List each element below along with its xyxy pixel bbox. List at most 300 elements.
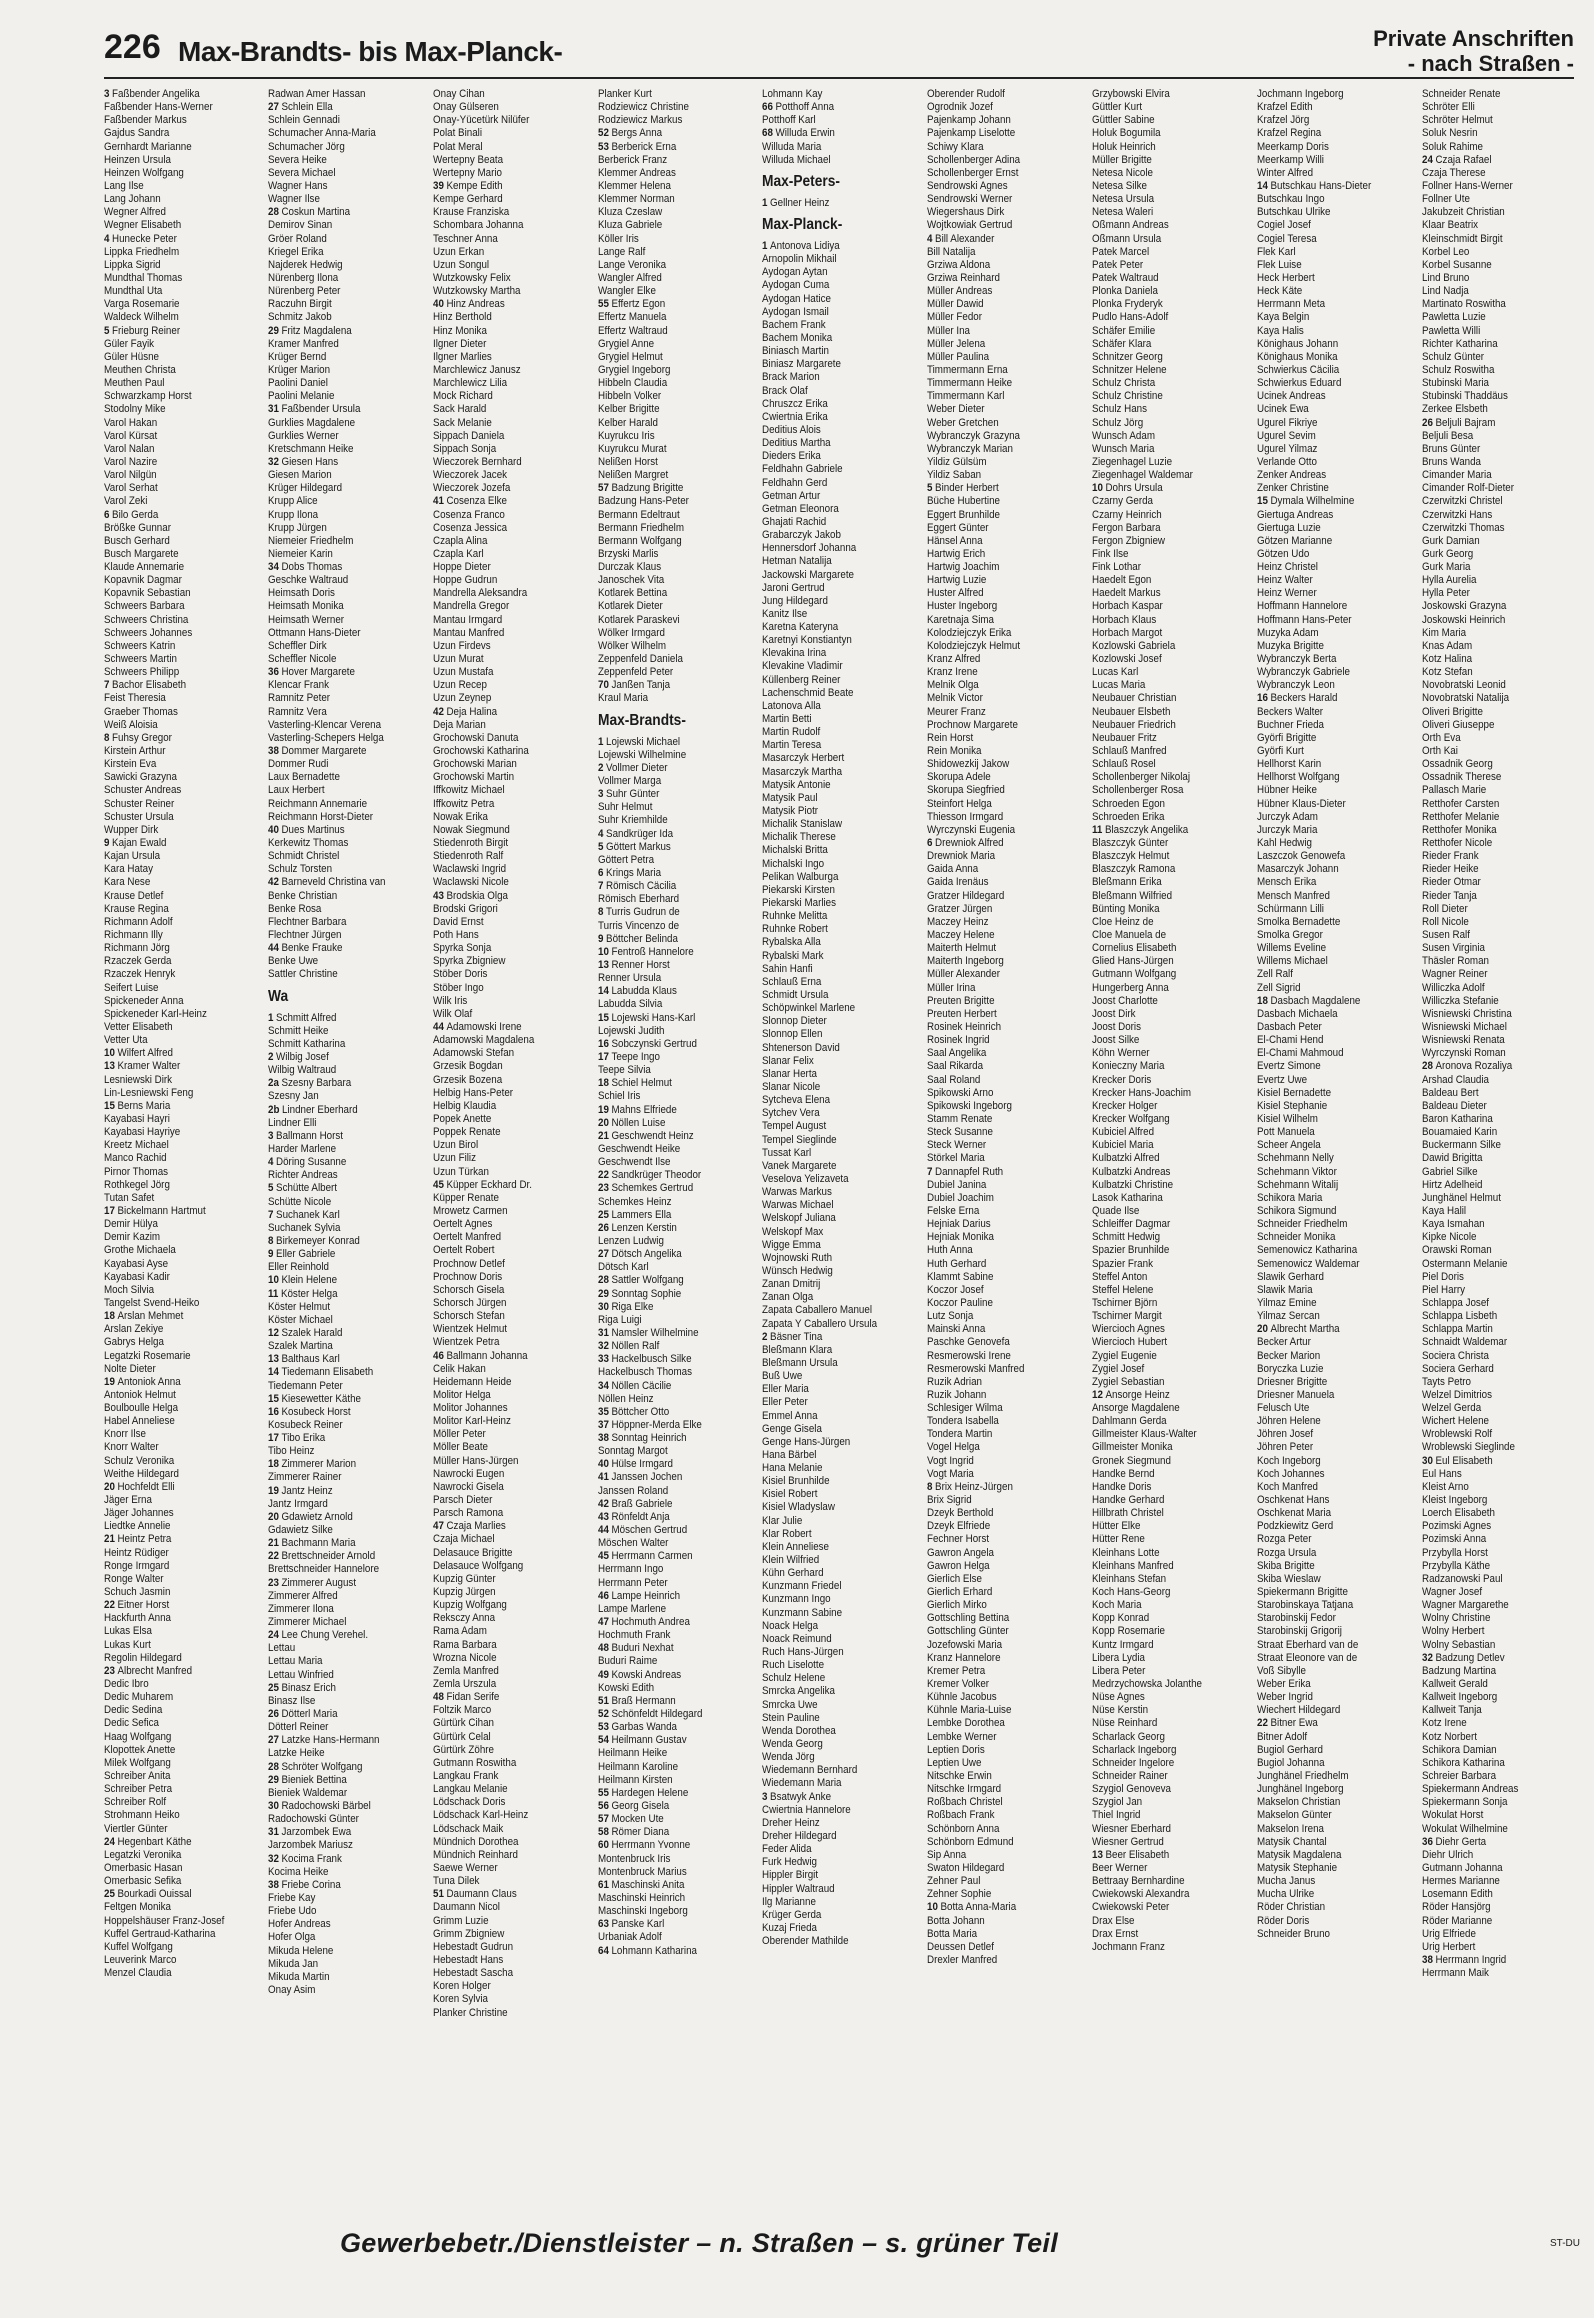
directory-entry <box>927 325 1063 338</box>
resident-name: Nowak Siegmund <box>433 823 510 836</box>
directory-entry <box>1257 784 1393 797</box>
directory-entry <box>104 955 240 968</box>
resident-name: Schlauß Rosel <box>1092 758 1156 771</box>
resident-name: Kosubeck Reiner <box>268 1418 343 1431</box>
resident-name: Mandrella Gregor <box>433 600 510 613</box>
directory-entry <box>1092 246 1228 259</box>
directory-entry <box>1257 1060 1393 1073</box>
resident-name: Friebe Corina <box>281 1878 341 1891</box>
directory-entry <box>1257 1520 1393 1533</box>
directory-entry <box>927 784 1063 797</box>
resident-name: Martin Betti <box>762 713 812 726</box>
resident-name: Slanar Felix <box>762 1054 814 1067</box>
resident-name: Netesa Waleri <box>1092 206 1154 219</box>
house-number: 2a <box>268 1077 279 1090</box>
directory-entry <box>598 920 734 933</box>
resident-name: Oschkenat Hans <box>1257 1494 1330 1507</box>
resident-name: Ruzik Adrian <box>927 1375 982 1388</box>
directory-entry <box>1257 88 1393 101</box>
resident-name: Welzel Dimitrios <box>1422 1388 1493 1401</box>
directory-entry <box>598 1774 734 1787</box>
directory-entry <box>104 1323 240 1336</box>
directory-entry <box>927 1113 1063 1126</box>
house-number: 11 <box>268 1287 279 1300</box>
resident-name: Haedelt Markus <box>1092 587 1161 600</box>
directory-entry <box>927 1770 1063 1783</box>
directory-entry <box>598 1432 734 1445</box>
resident-name: Scheffler Dirk <box>268 639 327 652</box>
resident-name: Daumann Nicol <box>433 1901 500 1914</box>
directory-entry <box>268 798 404 811</box>
directory-entry <box>1092 1823 1228 1836</box>
resident-name: Wenda Georg <box>762 1738 823 1751</box>
resident-name: Heimsath Werner <box>268 613 345 626</box>
directory-entry <box>762 963 898 976</box>
directory-entry <box>598 1025 734 1038</box>
resident-name: Retthofer Carsten <box>1422 797 1500 810</box>
directory-entry <box>927 1284 1063 1297</box>
directory-entry <box>598 1143 734 1156</box>
directory-entry <box>927 1389 1063 1402</box>
directory-entry <box>1092 1271 1228 1284</box>
directory-entry <box>433 1468 569 1481</box>
directory-entry <box>104 942 240 955</box>
resident-name: Schwarzkamp Horst <box>104 390 192 403</box>
directory-entry <box>268 1117 404 1130</box>
directory-entry <box>1422 1507 1558 1520</box>
resident-name: Hochmuth Frank <box>598 1629 671 1642</box>
directory-entry <box>1257 968 1393 981</box>
directory-entry <box>1422 101 1558 114</box>
directory-entry <box>927 1888 1063 1901</box>
resident-name: Smrcka Angelika <box>762 1685 835 1698</box>
directory-entry <box>1092 574 1228 587</box>
house-number: 1 <box>598 735 604 748</box>
directory-entry <box>598 1471 734 1484</box>
directory-entry <box>1092 206 1228 219</box>
directory-entry <box>1422 390 1558 403</box>
resident-name: Kupzig Wolfgang <box>433 1599 507 1612</box>
directory-entry <box>927 403 1063 416</box>
resident-name: Schmidt Christel <box>268 850 340 863</box>
directory-entry <box>1257 745 1393 758</box>
directory-entry <box>1422 837 1558 850</box>
directory-entry <box>762 477 898 490</box>
resident-name: Schönfeldt Hildegard <box>611 1708 703 1721</box>
resident-name: Kubiciel Alfred <box>1092 1126 1155 1139</box>
directory-entry <box>1257 1481 1393 1494</box>
resident-name: Koch Johannes <box>1257 1467 1325 1480</box>
directory-entry <box>1422 1481 1558 1494</box>
directory-entry <box>268 1524 404 1537</box>
directory-entry <box>1092 1744 1228 1757</box>
resident-name: Heilmann Heike <box>598 1747 668 1760</box>
directory-entry <box>1422 285 1558 298</box>
resident-name: Tempel Sieglinde <box>762 1133 837 1146</box>
resident-name: Szesny Jan <box>268 1090 319 1103</box>
house-number: 46 <box>598 1589 609 1602</box>
directory-entry <box>1422 469 1558 482</box>
resident-name: Tiedemann Elisabeth <box>281 1366 374 1379</box>
directory-entry <box>1422 995 1558 1008</box>
directory-entry <box>104 758 240 771</box>
directory-entry <box>1092 666 1228 679</box>
directory-entry <box>1422 1441 1558 1454</box>
resident-name: Grochowski Marian <box>433 758 517 771</box>
resident-name: Schweers Katrin <box>104 639 176 652</box>
directory-entry <box>927 259 1063 272</box>
resident-name: Hibbeln Volker <box>598 390 662 403</box>
directory-entry <box>1422 259 1558 272</box>
resident-name: Bitner Adolf <box>1257 1730 1308 1743</box>
house-number: 19 <box>104 1375 115 1388</box>
resident-name: Makselon Irena <box>1257 1822 1324 1835</box>
resident-name: Schroeden Erika <box>1092 810 1165 823</box>
resident-name: Hübner Klaus-Dieter <box>1257 797 1346 810</box>
directory-entry <box>762 1028 898 1041</box>
resident-name: Dommer Rudi <box>268 758 329 771</box>
resident-name: Welskopf Max <box>762 1225 824 1238</box>
directory-entry <box>1257 1152 1393 1165</box>
column-1 <box>104 88 240 2213</box>
directory-entry <box>1257 706 1393 719</box>
directory-entry <box>598 1905 734 1918</box>
column-5 <box>762 88 898 2213</box>
resident-name: Wangler Alfred <box>598 271 662 284</box>
directory-entry <box>927 206 1063 219</box>
directory-entry <box>104 1455 240 1468</box>
resident-name: Szygiol Jan <box>1092 1796 1143 1809</box>
directory-entry <box>1257 167 1393 180</box>
directory-entry <box>104 798 240 811</box>
directory-entry <box>762 516 898 529</box>
resident-name: Cosenza Elke <box>446 495 507 508</box>
directory-entry <box>1092 272 1228 285</box>
resident-name: Gabriel Silke <box>1422 1165 1478 1178</box>
resident-name: Ziegenhagel Waldemar <box>1092 469 1193 482</box>
resident-name: Kisiel Wilhelm <box>1257 1112 1318 1125</box>
resident-name: Gutmann Johanna <box>1422 1861 1503 1874</box>
directory-entry <box>268 403 404 416</box>
directory-entry <box>927 1809 1063 1822</box>
directory-entry <box>762 595 898 608</box>
street-heading: Max-Peters- <box>762 172 841 190</box>
resident-name: Hardegen Helene <box>611 1786 689 1799</box>
directory-entry <box>1422 1323 1558 1336</box>
resident-name: Koczor Pauline <box>927 1296 993 1309</box>
house-number: 9 <box>598 932 604 945</box>
directory-entry <box>598 1064 734 1077</box>
resident-name: Dues Martinus <box>281 823 345 836</box>
directory-entry <box>1257 154 1393 167</box>
resident-name: Bachmann Maria <box>281 1537 356 1550</box>
house-number: 9 <box>104 837 110 850</box>
resident-name: Sack Melanie <box>433 416 492 429</box>
resident-name: Schikora Katharina <box>1422 1756 1505 1769</box>
directory-entry <box>1092 719 1228 732</box>
directory-entry <box>1422 456 1558 469</box>
resident-name: Blaszczyk Ramona <box>1092 863 1176 876</box>
resident-name: Rodziewicz Christine <box>598 101 689 114</box>
directory-entry <box>1092 798 1228 811</box>
directory-entry <box>268 1156 404 1169</box>
directory-entry <box>433 338 569 351</box>
directory-entry <box>104 1389 240 1402</box>
directory-entry <box>762 818 898 831</box>
resident-name: Hütter Elke <box>1092 1520 1141 1533</box>
directory-entry <box>762 713 898 726</box>
resident-name: Wybranczyk Gabriele <box>1257 666 1351 679</box>
directory-entry <box>1257 890 1393 903</box>
resident-name: Cwiekowski Peter <box>1092 1901 1170 1914</box>
directory-entry <box>762 114 898 127</box>
resident-name: Blaszczyk Angelika <box>1104 823 1189 836</box>
directory-entry <box>927 1717 1063 1730</box>
resident-name: Lesniewski Dirk <box>104 1073 173 1086</box>
directory-entry <box>433 1599 569 1612</box>
directory-entry <box>268 955 404 968</box>
resident-name: Gratzer Jürgen <box>927 902 993 915</box>
resident-name: Stubinski Maria <box>1422 377 1489 390</box>
resident-name: Patek Peter <box>1092 258 1144 271</box>
directory-entry <box>598 1603 734 1616</box>
resident-name: Lödschack Doris <box>433 1796 506 1809</box>
resident-name: Vogt Ingrid <box>927 1454 974 1467</box>
resident-name: Follner Hans-Werner <box>1422 179 1513 192</box>
resident-name: Drewniok Maria <box>927 850 996 863</box>
resident-name: Lang Johann <box>104 193 161 206</box>
directory-entry <box>1257 627 1393 640</box>
resident-name: Timmermann Karl <box>927 390 1005 403</box>
directory-entry <box>104 1547 240 1560</box>
directory-entry <box>104 1402 240 1415</box>
resident-name: Wunsch Maria <box>1092 442 1155 455</box>
directory-entry <box>1422 154 1558 167</box>
resident-name: Pallasch Marie <box>1422 784 1487 797</box>
directory-entry <box>1422 1310 1558 1323</box>
directory-entry <box>598 338 734 351</box>
resident-name: Gdawietz Arnold <box>281 1510 353 1523</box>
directory-entry <box>268 535 404 548</box>
directory-entry <box>268 311 404 324</box>
resident-name: Krecker Wolfgang <box>1092 1112 1170 1125</box>
directory-entry <box>268 1038 404 1051</box>
directory-entry <box>104 706 240 719</box>
resident-name: Eul Hans <box>1422 1467 1462 1480</box>
directory-entry <box>598 788 734 801</box>
directory-entry <box>1257 1665 1393 1678</box>
directory-entry <box>598 627 734 640</box>
resident-name: Bergs Anna <box>611 127 663 140</box>
directory-entry <box>104 180 240 193</box>
directory-entry <box>1257 719 1393 732</box>
resident-name: Köller Iris <box>598 232 639 245</box>
resident-name: Saal Rikarda <box>927 1060 984 1073</box>
directory-entry <box>268 1222 404 1235</box>
resident-name: Deja Halina <box>446 705 498 718</box>
directory-entry <box>598 1012 734 1025</box>
resident-name: Busch Margarete <box>104 547 179 560</box>
resident-name: Kelber Brigitte <box>598 403 660 416</box>
resident-name: Brix Heinz-Jürgen <box>935 1480 1013 1493</box>
directory-entry <box>1092 692 1228 705</box>
resident-name: Hülse Irmgard <box>611 1458 673 1471</box>
directory-entry <box>598 1182 734 1195</box>
resident-name: Arslan Zekiye <box>104 1323 164 1336</box>
resident-name: Zemla Urszula <box>433 1678 497 1691</box>
directory-entry <box>268 929 404 942</box>
house-number: 61 <box>598 1878 609 1891</box>
resident-name: Heinz Christel <box>1257 561 1318 574</box>
resident-name: Laux Herbert <box>268 784 325 797</box>
resident-name: Kaya Belgin <box>1257 311 1310 324</box>
directory-entry <box>1092 311 1228 324</box>
directory-entry <box>433 1047 569 1060</box>
resident-name: Wilk Iris <box>433 994 468 1007</box>
resident-name: Joost Dirk <box>1092 1007 1136 1020</box>
resident-name: Dasbach Magdalene <box>1270 994 1361 1007</box>
directory-entry <box>762 621 898 634</box>
resident-name: Pott Manuela <box>1257 1126 1315 1139</box>
resident-name: Lachenschmid Beate <box>762 686 854 699</box>
resident-name: Orawski Roman <box>1422 1244 1492 1257</box>
directory-entry <box>927 1533 1063 1546</box>
directory-entry <box>598 482 734 495</box>
house-number: 15 <box>598 1011 609 1024</box>
directory-entry <box>1257 114 1393 127</box>
resident-name: Arnopolin Mikhail <box>762 253 837 266</box>
resident-name: Höppner-Merda Elke <box>611 1418 702 1431</box>
resident-name: Bitner Ewa <box>1270 1717 1318 1730</box>
directory-entry <box>433 259 569 272</box>
resident-name: Daumann Claus <box>446 1888 517 1901</box>
resident-name: Korbel Leo <box>1422 245 1470 258</box>
resident-name: Döring Susanne <box>276 1156 347 1169</box>
directory-entry <box>104 1586 240 1599</box>
resident-name: Friebe Udo <box>268 1905 317 1918</box>
directory-entry <box>433 824 569 837</box>
resident-name: Rieder Frank <box>1422 850 1479 863</box>
directory-entry <box>1092 1415 1228 1428</box>
resident-name: Steck Werner <box>927 1139 987 1152</box>
resident-name: Krause Regina <box>104 902 169 915</box>
directory-entry <box>1257 1586 1393 1599</box>
resident-name: Krafzel Edith <box>1257 101 1313 114</box>
directory-entry <box>104 679 240 692</box>
directory-entry <box>762 1580 898 1593</box>
directory-entry <box>927 1731 1063 1744</box>
directory-entry <box>1422 863 1558 876</box>
resident-name: Deussen Detlef <box>927 1940 994 1953</box>
resident-name: Möller Beate <box>433 1441 488 1454</box>
resident-name: Wiercioch Hubert <box>1092 1336 1168 1349</box>
directory-entry <box>1092 351 1228 364</box>
resident-name: Gratzer Hildegard <box>927 889 1005 902</box>
resident-name: Eller Peter <box>762 1396 808 1409</box>
resident-name: Hebestadt Hans <box>433 1953 504 1966</box>
directory-entry <box>433 272 569 285</box>
directory-entry <box>104 535 240 548</box>
directory-entry <box>1092 522 1228 535</box>
directory-entry <box>1422 298 1558 311</box>
directory-entry <box>1422 876 1558 889</box>
resident-name: Hetman Natalija <box>762 555 832 568</box>
resident-name: Dahlmann Gerda <box>1092 1415 1167 1428</box>
directory-entry <box>1257 1612 1393 1625</box>
directory-entry <box>1422 1152 1558 1165</box>
directory-entry <box>1257 771 1393 784</box>
directory-entry <box>762 871 898 884</box>
directory-entry <box>927 1415 1063 1428</box>
directory-entry <box>762 1843 898 1856</box>
directory-entry <box>104 1271 240 1284</box>
resident-name: Heilmann Gustav <box>611 1734 687 1747</box>
resident-name: Lucas Maria <box>1092 679 1146 692</box>
house-number: 20 <box>1257 1323 1268 1336</box>
directory-entry <box>598 403 734 416</box>
resident-name: Zell Sigrid <box>1257 981 1301 994</box>
resident-name: Kisiel Stephanie <box>1257 1099 1328 1112</box>
directory-entry <box>1257 640 1393 653</box>
directory-entry <box>762 1042 898 1055</box>
directory-entry <box>927 1520 1063 1533</box>
directory-entry <box>1257 1547 1393 1560</box>
resident-name: Labudda Silvia <box>598 998 663 1011</box>
directory-entry <box>927 1783 1063 1796</box>
resident-name: Hinz Andreas <box>446 298 505 311</box>
directory-entry <box>1257 903 1393 916</box>
resident-name: Kolodziejczyk Helmut <box>927 639 1021 652</box>
directory-entry <box>1257 692 1393 705</box>
directory-entry <box>268 863 404 876</box>
resident-name: Kunzmann Sabine <box>762 1606 843 1619</box>
directory-entry <box>1257 758 1393 771</box>
directory-entry <box>268 1314 404 1327</box>
directory-entry <box>598 775 734 788</box>
directory-entry <box>927 679 1063 692</box>
resident-name: Römisch Eberhard <box>598 893 680 906</box>
resident-name: Czerwitzki Thomas <box>1422 521 1505 534</box>
directory-entry <box>268 1787 404 1800</box>
directory-entry <box>1422 1678 1558 1691</box>
resident-name: Lohmann Katharina <box>611 1944 697 1957</box>
directory-entry <box>1422 1875 1558 1888</box>
directory-entry <box>104 1441 240 1454</box>
directory-entry <box>268 1590 404 1603</box>
directory-entry <box>1257 180 1393 193</box>
directory-entry <box>268 114 404 127</box>
directory-entry <box>268 876 404 889</box>
resident-name: Sociera Gerhard <box>1422 1362 1494 1375</box>
directory-entry <box>762 411 898 424</box>
directory-entry <box>762 1160 898 1173</box>
resident-name: Zehner Paul <box>927 1875 981 1888</box>
resident-name: Arslan Mehmet <box>117 1310 184 1323</box>
directory-entry <box>1257 101 1393 114</box>
directory-entry <box>433 1244 569 1257</box>
resident-name: Becker Marion <box>1257 1349 1321 1362</box>
resident-name: Schuster Reiner <box>104 797 175 810</box>
resident-name: Kisiel Wladyslaw <box>762 1501 835 1514</box>
resident-name: Wybranczyk Berta <box>1257 653 1337 666</box>
resident-name: Furk Hedwig <box>762 1856 817 1869</box>
resident-name: Tondera Martin <box>927 1428 993 1441</box>
directory-entry <box>268 561 404 574</box>
directory-entry <box>104 876 240 889</box>
resident-name: Dzeyk Berthold <box>927 1507 994 1520</box>
directory-entry <box>762 463 898 476</box>
directory-entry <box>1422 1639 1558 1652</box>
